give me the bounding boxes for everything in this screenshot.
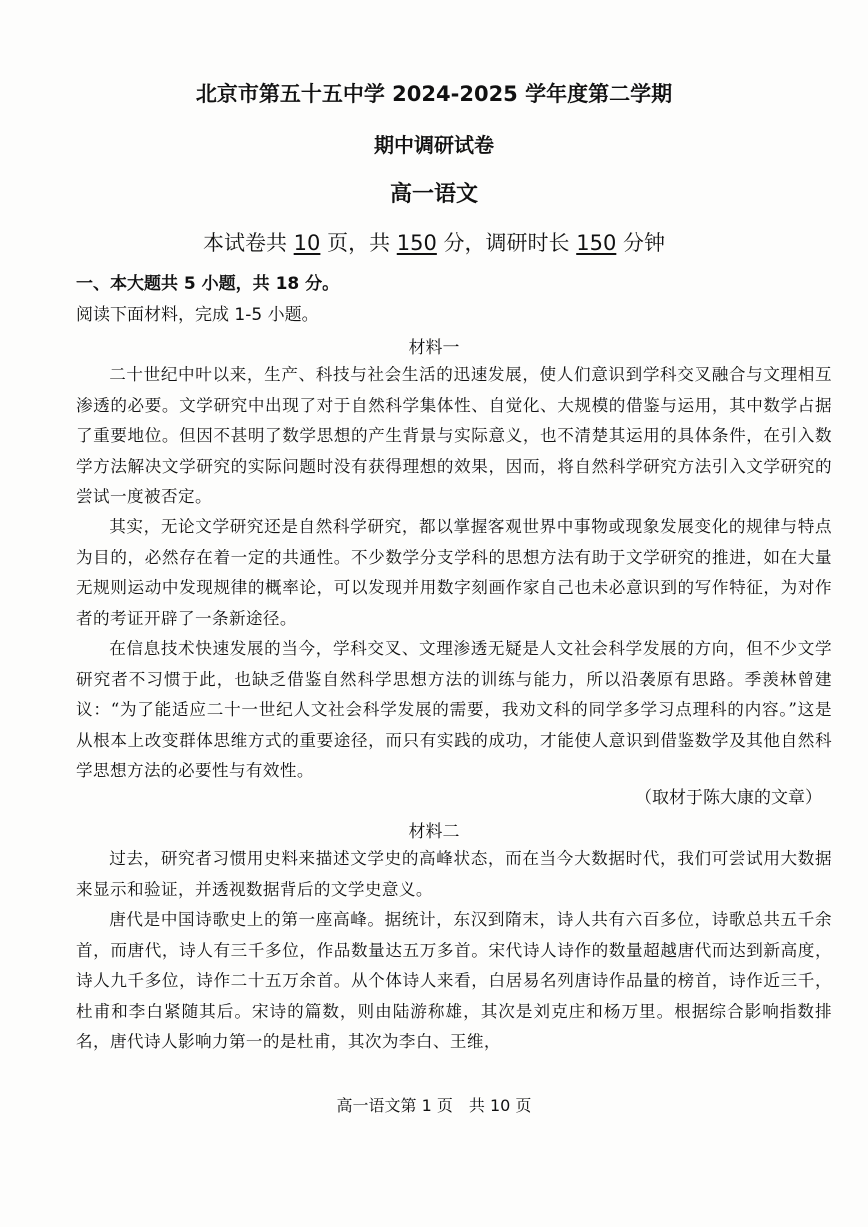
meta-mid-2: 分，调研时长 (436, 231, 577, 255)
subject-title: 高一语文 (389, 182, 478, 207)
exam-duration: 150 (576, 231, 617, 255)
material-one-paragraph-2: 其实，无论文学研究还是自然科学研究，都以掌握客观世界中事物或现象发展变化的规律与特点为目的，必然存在着一定的共通性。不少数学分支学科的思想方法有助于文学研究的推进，如在大量无规则运动中发现规律的概率论，可以发现并用数字刻画作家自己也未必意识到的写作特征，为对作者的考证开辟了一条新途径。 (76, 517, 832, 628)
meta-mid-1: 页，共 (320, 231, 397, 255)
school-title: 北京市第五十五中学 2024-2025 学年度第二学期 (195, 82, 673, 106)
section-heading: 一、本大题共 5 小题，共 18 分。 (76, 274, 340, 294)
meta-prefix: 本试卷共 (202, 231, 294, 255)
page-count: 10 (293, 231, 321, 255)
page-footer: 高一语文第 1 页 共 10 页 (336, 1096, 532, 1115)
material-one-paragraph-3: 在信息技术快速发展的当今，学科交叉、文理渗透无疑是人文社会科学发展的方向，但不少文学研究者不习惯于此，也缺乏借鉴自然科学思想方法的训练与能力，所以沿袭原有思路。季羡林曾建议：“为了能适应二十一世纪人文社会科学发展的需要，我劝文科的同学多学习点理科的内容。”这是从根本上改变群体思维方式的重要途径，而只有实践的成功，才能使人意识到借鉴数学及其他自然科学思想方法的必要性与有效性。 (76, 639, 832, 780)
material-one-paragraph-1: 二十世纪中叶以来，生产、科技与社会生活的迅速发展，使人们意识到学科交叉融合与文理相互渗透的必要。文学研究中出现了对于自然科学集体性、自觉化、大规模的借鉴与运用，其中数学占据了重要地位。但因不甚明了数学思想的产生背景与实际意义，也不清楚其运用的具体条件，在引入数学方法解决文学研究的实际问题时没有获得理想的效果，因而，将自然科学研究方法引入文学研究的尝试一度被否定。 (76, 365, 832, 506)
material-two-paragraph-1: 过去，研究者习惯用史料来描述文学史的高峰状态，而在当今大数据时代，我们可尝试用大数据来显示和验证，并透视数据背后的文学史意义。 (76, 849, 832, 899)
exam-meta-line (0, 227, 868, 257)
section-instruction: 阅读下面材料，完成 1-5 小题。 (76, 305, 319, 325)
material-one-heading: 材料一 (408, 338, 460, 358)
total-score: 150 (396, 231, 437, 255)
material-one-source: （取材于陈大康的文章） (635, 788, 822, 808)
meta-suffix: 分钟 (616, 231, 665, 255)
material-two-heading: 材料二 (408, 822, 460, 842)
material-two-paragraph-2: 唐代是中国诗歌史上的第一座高峰。据统计，东汉到隋末，诗人共有六百多位，诗歌总共五千余首，而唐代，诗人有三千多位，作品数量达五万多首。宋代诗人诗作的数量超越唐代而达到新高度，诗人九千多位，诗作二十五万余首。从个体诗人来看，白居易名列唐诗作品量的榜首，诗作近三千，杜甫和李白紧随其后。宋诗的篇数，则由陆游称雄，其次是刘克庄和杨万里。根据综合影响指数排名，唐代诗人影响力第一的是杜甫，其次为李白、王维， (76, 910, 832, 1051)
exam-title: 期中调研试卷 (374, 133, 494, 157)
